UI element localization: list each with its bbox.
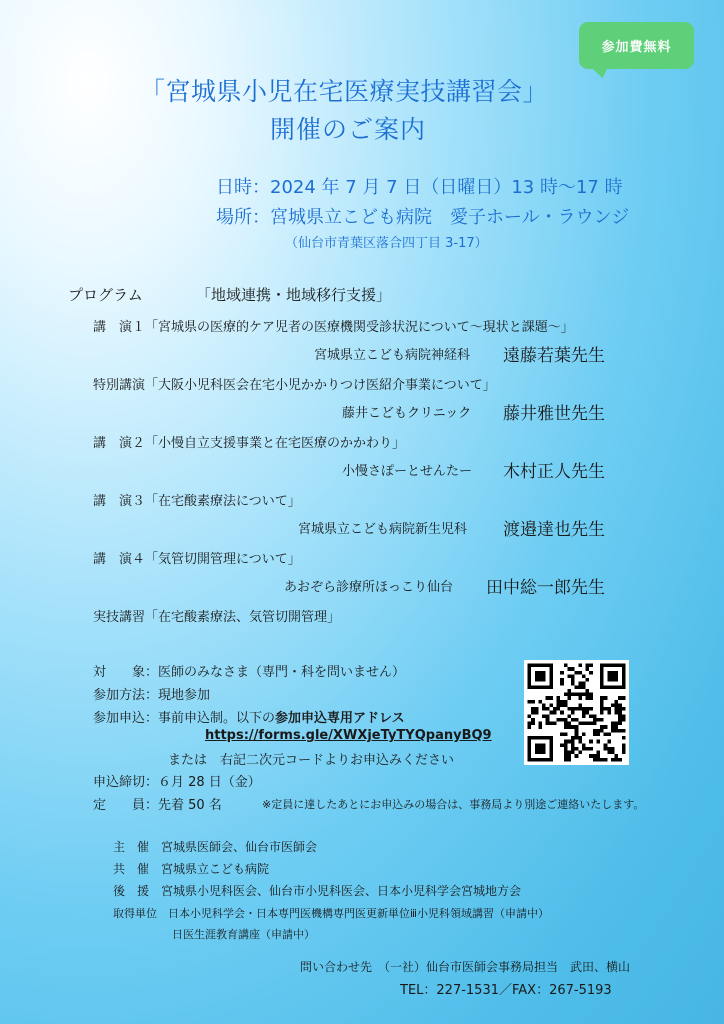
lecture-3-affiliation: 宮城県立こども病院新生児科 bbox=[298, 522, 468, 537]
application-prefix: 参加申込：事前申込制。以下の bbox=[93, 711, 276, 726]
program-theme: 「地域連携・地域移行支援」 bbox=[196, 286, 392, 304]
lecture-special-speaker: 藤井雅世先生 bbox=[503, 404, 605, 424]
application-address-label: 参加申込専用アドレス bbox=[275, 711, 405, 726]
contact-phone-fax: TEL：227-1531／FAX：267-5193 bbox=[400, 983, 612, 998]
lecture-4-title: 講 演４「気管切開管理について」 bbox=[93, 552, 301, 567]
lecture-1-speaker: 遠藤若葉先生 bbox=[503, 346, 605, 366]
event-subtitle: 開催のご案内 bbox=[270, 115, 427, 144]
cohost-organization: 共 催 宮城県立こども病院 bbox=[113, 862, 270, 876]
qr-code-icon[interactable] bbox=[524, 660, 629, 765]
capacity-note: ※定員に達したあとにお申込みの場合は、事務局より別途ご連絡いたします。 bbox=[262, 798, 645, 811]
free-admission-badge: 参加費無料 bbox=[579, 22, 694, 69]
lecture-2-title: 講 演２「小慢自立支援事業と在宅医療のかかわり」 bbox=[93, 436, 406, 451]
participation-method: 参加方法：現地参加 bbox=[93, 688, 211, 703]
deadline: 申込締切：６月 28 日（金） bbox=[93, 775, 261, 790]
program-label: プログラム bbox=[68, 286, 143, 304]
lecture-3-title: 講 演３「在宅酸素療法について」 bbox=[93, 494, 301, 509]
practical-session: 実技講習「在宅酸素療法、気管切開管理」 bbox=[93, 610, 341, 625]
credit-units: 取得単位 日本小児科学会・日本専門医機構専門医更新単位ⅲ小児科領域講習（申請中） bbox=[113, 907, 550, 920]
lecture-4-affiliation: あおぞら診療所ほっこり仙台 bbox=[284, 580, 454, 595]
event-title: 「宮城県小児在宅医療実技講習会」 bbox=[140, 77, 549, 106]
lecture-3-speaker: 渡邉達也先生 bbox=[503, 520, 605, 540]
host-organizations: 主 催 宮城県医師会、仙台市医師会 bbox=[113, 840, 318, 854]
lecture-special-affiliation: 藤井こどもクリニック bbox=[342, 406, 472, 421]
qr-note: または 右記二次元コードよりお申込みください bbox=[168, 753, 455, 768]
lecture-1-title: 講 演１「宮城県の医療的ケア児者の医療機関受診状況について～現状と課題～」 bbox=[93, 320, 574, 335]
application-info bbox=[93, 707, 405, 726]
application-url-link[interactable]: https://forms.gle/XWXjeTyTYQpanyBQ9 bbox=[205, 728, 492, 743]
lecture-special-title: 特別講演「大阪小児科医会在宅小児かかりつけ医紹介事業について」 bbox=[93, 378, 496, 393]
lecture-2-affiliation: 小慢さぽーとせんたー bbox=[342, 464, 473, 479]
badge-tail bbox=[587, 64, 614, 78]
credit-lifelong-education: 日医生涯教育講座（申請中） bbox=[172, 928, 315, 941]
supporting-organizations: 後 援 宮城県小児科医会、仙台市小児科医会、日本小児科学会宮城地方会 bbox=[113, 884, 522, 898]
capacity: 定 員：先着 50 名 bbox=[93, 798, 222, 813]
event-place: 場所：宮城県立こども病院 愛子ホール・ラウンジ bbox=[216, 207, 630, 228]
lecture-2-speaker: 木村正人先生 bbox=[503, 462, 605, 482]
lecture-1-affiliation: 宮城県立こども病院神経科 bbox=[314, 348, 471, 363]
event-datetime: 日時：2024 年 7 月 7 日（日曜日）13 時～17 時 bbox=[216, 177, 623, 198]
target-audience: 対 象：医師のみなさま（専門・科を問いません） bbox=[93, 665, 406, 680]
lecture-4-speaker: 田中総一郎先生 bbox=[486, 578, 605, 598]
contact-info: 問い合わせ先 （一社）仙台市医師会事務局担当 武田、横山 bbox=[300, 960, 631, 974]
event-address: （仙台市青葉区落合四丁目 3-17） bbox=[285, 236, 488, 251]
